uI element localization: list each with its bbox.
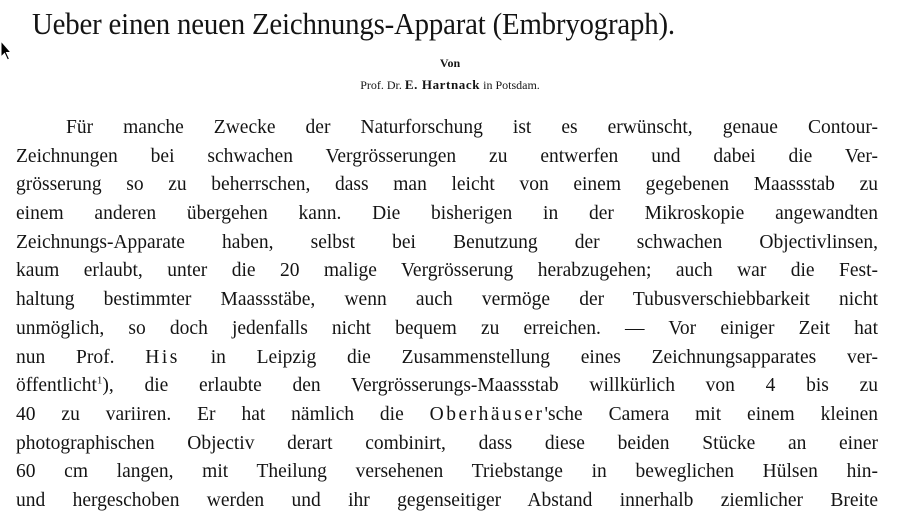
text-line: einem anderen übergehen kann. Die bisherigen in der Mikroskopie angewandten (16, 203, 878, 225)
text-segment: ), die erlaubte den Vergrösserungs-Maassstab willkürlich von 4 bis zu (102, 375, 878, 397)
text-line: Zeichnungs-Apparate haben, selbst bei Benutzung der schwachen Objectivlinsen, (16, 231, 878, 253)
text-line: kaum erlaubt, unter die 20 malige Vergrösserung herabzugehen; auch war die Fest- (16, 260, 878, 282)
body-text (16, 114, 878, 516)
author-prefix: Prof. Dr. (360, 78, 402, 92)
text-segment: 40 zu variiren. Er hat nämlich die (16, 403, 404, 425)
text-segment: 'sche Camera mit einem kleinen (544, 403, 878, 425)
author-name: E. Hartnack (404, 77, 481, 92)
spaced-name: His (145, 346, 180, 368)
text-line: photographischen Objectiv derart combinirt, dass diese beiden Stücke an einer (16, 432, 878, 454)
spaced-name: Oberhäuser (429, 403, 545, 425)
text-segment: öffentlicht (16, 375, 97, 397)
byline-von: Von (439, 56, 461, 70)
text-line: Für manche Zwecke der Naturforschung ist es erwünscht, genaue Contour- (66, 117, 878, 138)
text-line (16, 372, 878, 401)
text-line: 60 cm langen, mit Theilung versehenen Triebstange in beweglichen Hülsen hin- (16, 461, 878, 483)
author-line (0, 77, 900, 93)
text-line: grösserung so zu beherrschen, dass man leicht von einem gegebenen Maassstab zu (16, 174, 878, 196)
text-line: unmöglich, so doch jedenfalls nicht bequem zu erreichen. — Vor einiger Zeit hat (16, 317, 878, 339)
text-line (16, 344, 878, 373)
text-line: Zeichnungen bei schwachen Vergrösserungen zu entwerfen und dabei die Ver- (16, 145, 878, 167)
author-location: in Potsdam. (483, 78, 540, 92)
text-segment: nun Prof. (16, 346, 115, 368)
text-line: und hergeschoben werden und ihr gegenseitiger Abstand innerhalb ziemlicher Breite (16, 489, 878, 511)
text-line (16, 401, 878, 430)
text-segment: in Leipzig die Zusammenstellung eines Zeichnungsapparates ver- (210, 346, 878, 368)
footnote-marker: 1 (96, 374, 103, 387)
text-line: haltung bestimmter Maassstäbe, wenn auch vermöge der Tubusverschiebbarkeit nicht (16, 289, 878, 311)
article-title: Ueber einen neuen Zeichnungs-Apparat (Embryograph). (32, 6, 675, 41)
